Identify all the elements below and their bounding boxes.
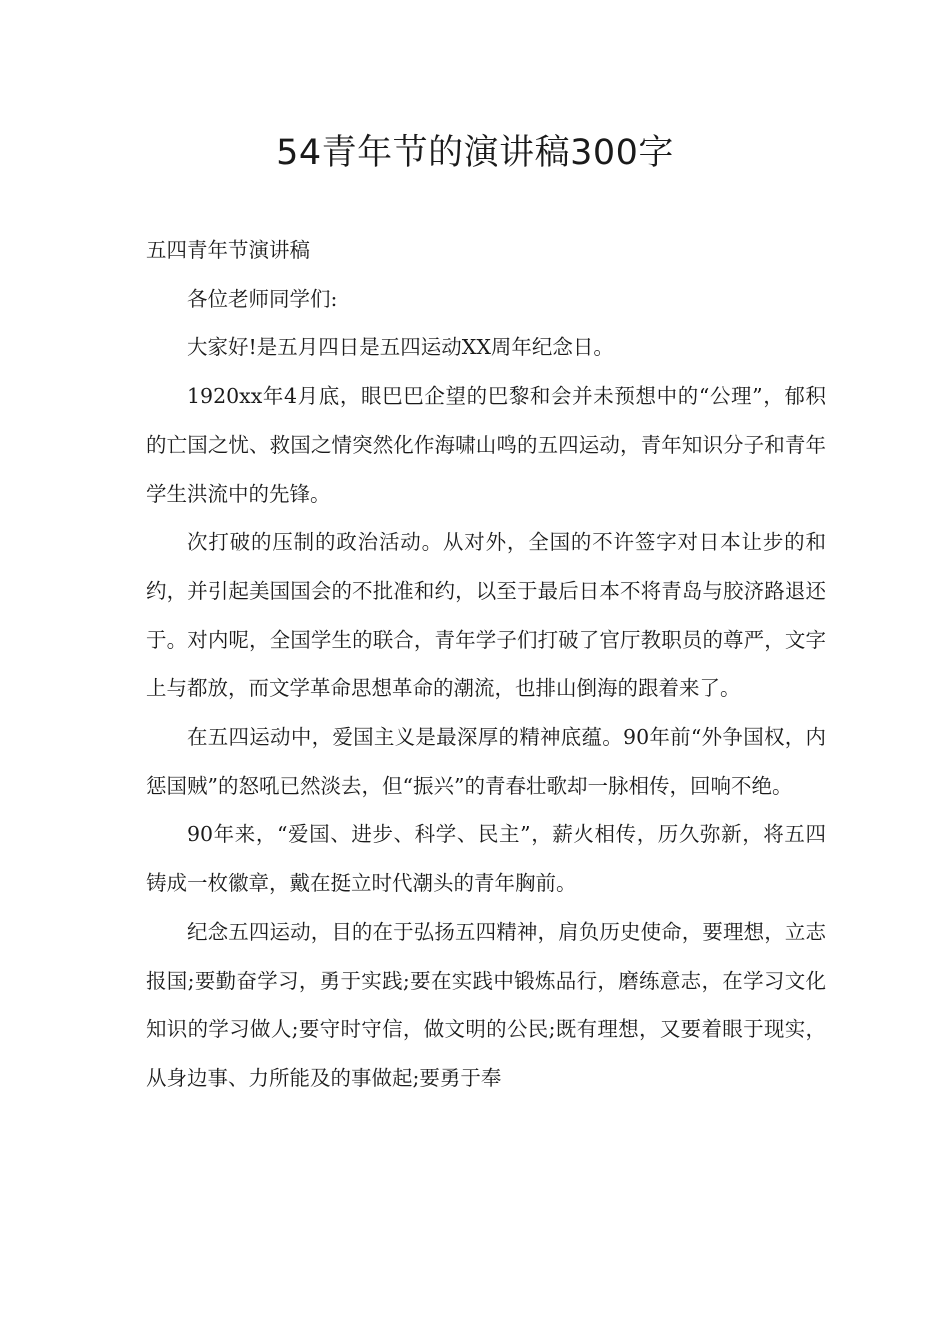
document-title: 54青年节的演讲稿300字 [276, 133, 674, 173]
body-paragraph: 纪念五四运动，目的在于弘扬五四精神，肩负历史使命，要理想，立志报国;要勤奋学习，勇于实践;要在实践中锻炼品行，磨练意志，在学习文化知识的学习做人;要守时守信，做文明的公民;既有理想，又要着眼于现实，从身边事、力所能及的事做起;要勇于奉 [146, 919, 826, 1090]
salutation-paragraph: 各位老师同学们: [187, 286, 338, 311]
subtitle-paragraph: 五四青年节演讲稿 [146, 238, 310, 262]
body-paragraph: 90年来，“爱国、进步、科学、民主”，薪火相传，历久弥新，将五四铸成一枚徽章，戴在挺立时代潮头的青年胸前。 [146, 822, 826, 896]
body-paragraph: 在五四运动中，爱国主义是最深厚的精神底蕴。90年前“外争国权，内惩国贼”的怒吼已然淡去，但“振兴”的青春壮歌却一脉相传，回响不绝。 [146, 725, 826, 798]
body-paragraph: 1920xx年4月底，眼巴巴企望的巴黎和会并未预想中的“公理”，郁积的亡国之忧、救国之情突然化作海啸山鸣的五四运动，青年知识分子和青年学生洪流中的先锋。 [146, 384, 826, 506]
greeting-paragraph: 大家好!是五月四日是五四运动XX周年纪念日。 [187, 335, 614, 360]
document-body [146, 226, 826, 1103]
body-paragraph: 次打破的压制的政治活动。从对外，全国的不许签字对日本让步的和约，并引起美国国会的不批准和约，以至于最后日本不将青岛与胶济路退还于。对内呢，全国学生的联合，青年学子们打破了官厅教职员的尊严，文字上与都放，而文学革命思想革命的潮流，也排山倒海的跟着来了。 [146, 530, 826, 701]
